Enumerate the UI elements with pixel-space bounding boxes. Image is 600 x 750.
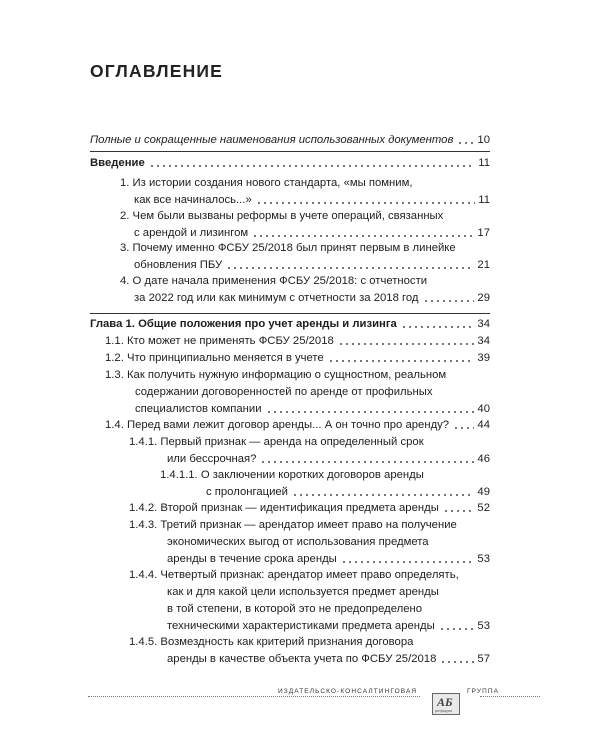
footer-group: ГРУППА xyxy=(467,688,500,695)
toc-entry-1-4-1[interactable]: 1.4.1. Первый признак — аренда на определенный срок или бессрочная? 46 xyxy=(129,436,490,465)
toc-entry-1-4-3[interactable]: 1.4.3. Третий признак — арендатор имеет право на получение экономических выгод от использования предмета аренды в течение срока аренды 53 xyxy=(129,519,490,565)
toc-entry-intro-2[interactable]: 2. Чем были вызваны реформы в учете операций, связанных с арендой и лизингом 17 xyxy=(120,210,490,239)
footer-rule xyxy=(88,696,420,697)
page-title: ОГЛАВЛЕНИЕ xyxy=(90,61,224,81)
footer-publisher: ИЗДАТЕЛЬСКО-КОНСАЛТИНГОВАЯ xyxy=(278,688,418,695)
toc-entry-1-4-5[interactable]: 1.4.5. Возмездность как критерий признания договора аренды в качестве объекта учета по ФСБУ 25/2018 57 xyxy=(129,636,490,665)
publisher-logo: АБ рефорум xyxy=(432,693,460,715)
footer-rule xyxy=(480,696,540,697)
toc-entry-1-3[interactable]: 1.3. Как получить нужную информацию о сущностном, реальном содержании договоренностей по аренде от профильных специалистов компании 40 xyxy=(105,369,490,415)
toc-entry-intro-3[interactable]: 3. Почему именно ФСБУ 25/2018 был принят первым в линейке обновления ПБУ 21 xyxy=(120,242,490,271)
toc-separator xyxy=(90,313,490,314)
toc-entry-intro-1[interactable]: 1. Из истории создания нового стандарта, «мы помним, как все начиналось...» 11 xyxy=(120,177,490,206)
toc-separator xyxy=(90,151,490,152)
toc-entry-intro-4[interactable]: 4. О дате начала применения ФСБУ 25/2018: с отчетности за 2022 год или как минимум с отчетности за 2018 год 29 xyxy=(120,275,490,304)
toc-entry-1-2[interactable]: 1.2. Что принципиально меняется в учете 39 xyxy=(105,352,490,364)
toc-entry-abbreviations[interactable]: Полные и сокращенные наименования использованных документов 10 xyxy=(90,134,490,146)
toc-entry-chapter-1[interactable]: Глава 1. Общие положения про учет аренды и лизинга 34 xyxy=(90,318,490,330)
toc-entry-1-4-2[interactable]: 1.4.2. Второй признак — идентификация предмета аренды 52 xyxy=(129,502,490,514)
toc-entry-1-4-1-1[interactable]: 1.4.1.1. О заключении коротких договоров аренды с пролонгацией 49 xyxy=(160,469,490,498)
toc-entry-1-4-4[interactable]: 1.4.4. Четвертый признак: арендатор имеет право определять, как и для какой цели используется предмет аренды в той степени, в которой это не предопределено техническими характеристиками предмета аренды 53 xyxy=(129,569,490,632)
toc-entry-introduction[interactable]: Введение 11 xyxy=(90,157,490,169)
toc-entry-1-1[interactable]: 1.1. Кто может не применять ФСБУ 25/2018 34 xyxy=(105,335,490,347)
toc-entry-1-4[interactable]: 1.4. Перед вами лежит договор аренды... А он точно про аренду? 44 xyxy=(105,419,490,431)
